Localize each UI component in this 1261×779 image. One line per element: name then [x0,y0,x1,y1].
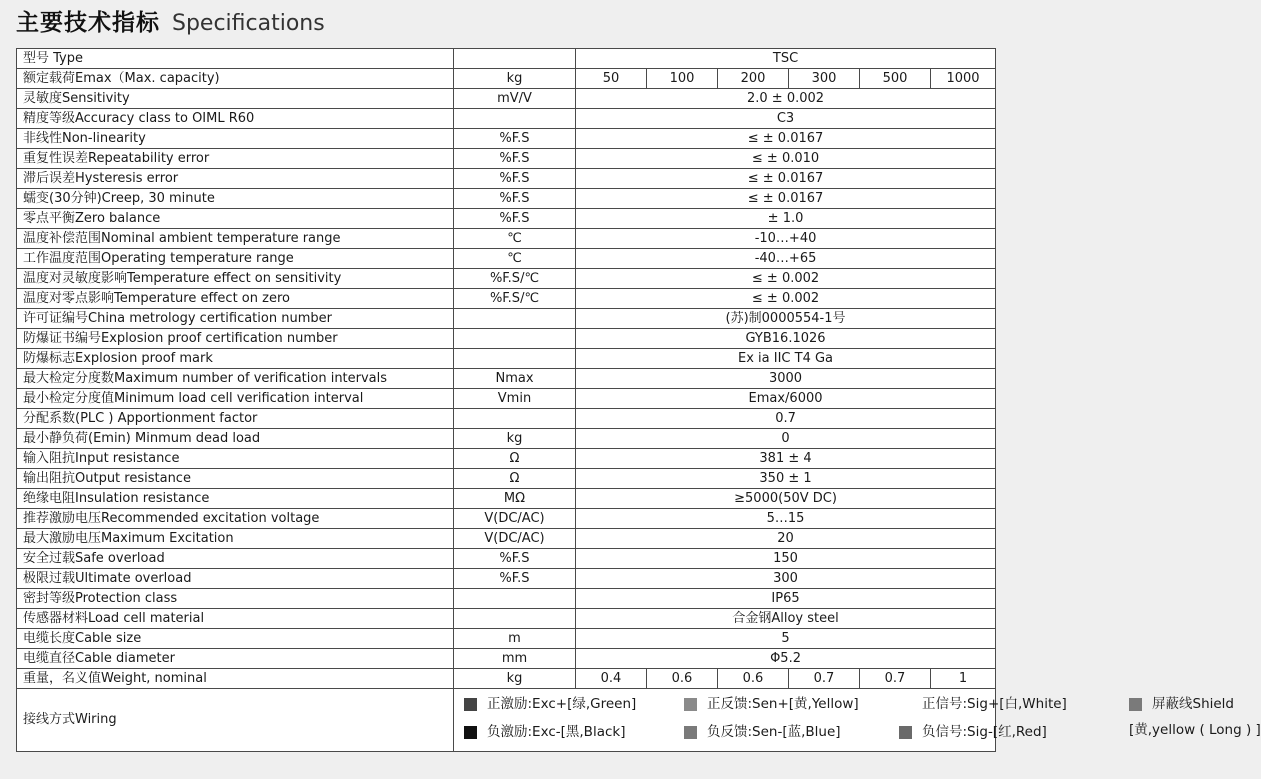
param-label: 重复性误差Repeatability error [17,149,454,169]
wire-item [464,695,636,713]
unit-cell [454,329,576,349]
param-label: 最小静负荷(Emin) Minmum dead load [17,429,454,449]
weight-value: 0.7 [860,669,931,689]
wire-color-swatch [899,726,912,739]
value-cell: Emax/6000 [576,389,996,409]
wire-text: 正信号:Sig+[白,White] [922,696,1067,712]
wire-text: 负反馈:Sen-[蓝,Blue] [707,724,841,740]
param-label: 工作温度范围Operating temperature range [17,249,454,269]
value-cell: 2.0 ± 0.002 [576,89,996,109]
table-row [17,389,996,409]
table-row [17,129,996,149]
table-row [17,369,996,389]
unit-cell: m [454,629,576,649]
table-row [17,469,996,489]
page-heading [16,4,325,40]
value-cell: ≤ ± 0.010 [576,149,996,169]
capacity-value: 200 [718,69,789,89]
value-cell: ≤ ± 0.002 [576,289,996,309]
value-cell: 150 [576,549,996,569]
weight-value: 0.7 [789,669,860,689]
table-row [17,329,996,349]
param-label: 精度等级Accuracy class to OIML R60 [17,109,454,129]
unit-cell: %F.S [454,549,576,569]
table-row-weight [17,669,996,689]
table-row [17,429,996,449]
unit-cell: kg [454,669,576,689]
table-row [17,189,996,209]
wire-text: 正反馈:Sen+[黄,Yellow] [707,696,859,712]
unit-cell [454,109,576,129]
unit-cell [454,609,576,629]
table-row [17,149,996,169]
table-row [17,309,996,329]
unit-cell: %F.S [454,569,576,589]
value-cell: 300 [576,569,996,589]
model-value: TSC [576,49,996,69]
table-row [17,89,996,109]
value-cell: Φ5.2 [576,649,996,669]
table-row [17,549,996,569]
table-row-capacity [17,69,996,89]
unit-cell: V(DC/AC) [454,509,576,529]
param-label: 蠕变(30分钟)Creep, 30 minute [17,189,454,209]
heading-english: Specifications [172,11,325,36]
capacity-value: 1000 [931,69,996,89]
value-cell: -40…+65 [576,249,996,269]
wire-color-swatch [1129,698,1142,711]
table-row [17,509,996,529]
param-label: 极限过载Ultimate overload [17,569,454,589]
unit-cell: Vmin [454,389,576,409]
value-cell: 5…15 [576,509,996,529]
value-cell: 0 [576,429,996,449]
unit-cell: MΩ [454,489,576,509]
value-cell: 381 ± 4 [576,449,996,469]
shield-item [1129,695,1261,739]
unit-cell: Ω [454,469,576,489]
unit-cell [454,349,576,369]
value-cell: ≤ ± 0.0167 [576,169,996,189]
wire-color-swatch [464,698,477,711]
table-row-model [17,49,996,69]
param-label: 温度对灵敏度影响Temperature effect on sensitivity [17,269,454,289]
unit-cell: mm [454,649,576,669]
wire-text: 负激励:Exc-[黑,Black] [487,724,626,740]
shield-text [1129,695,1261,739]
capacity-value: 500 [860,69,931,89]
value-cell: (苏)制0000554-1号 [576,309,996,329]
capacity-value: 100 [647,69,718,89]
weight-value: 0.4 [576,669,647,689]
value-cell: -10…+40 [576,229,996,249]
wire-text: 正激励:Exc+[绿,Green] [487,696,637,712]
capacity-value: 50 [576,69,647,89]
table-row [17,169,996,189]
param-label: 电缆长度Cable size [17,629,454,649]
unit-cell: %F.S [454,209,576,229]
table-row [17,249,996,269]
weight-value: 0.6 [718,669,789,689]
shield-line-2: [黄,yellow ( Long ) ] [1129,722,1261,738]
shield-line-1: 屏蔽线Shield [1152,696,1235,712]
unit-cell: %F.S [454,189,576,209]
table-row-wiring [17,689,996,752]
unit-cell: Nmax [454,369,576,389]
unit-cell: %F.S/℃ [454,289,576,309]
param-label: 绝缘电阻Insulation resistance [17,489,454,509]
param-label: 滞后误差Hysteresis error [17,169,454,189]
value-cell: ≤ ± 0.0167 [576,189,996,209]
weight-value: 0.6 [647,669,718,689]
param-label: 最小检定分度值Minimum load cell verification interval [17,389,454,409]
param-label: 传感器材料Load cell material [17,609,454,629]
unit-cell: %F.S [454,169,576,189]
table-row [17,589,996,609]
unit-cell: mV/V [454,89,576,109]
param-label: 输入阻抗Input resistance [17,449,454,469]
value-cell: Ex ia IIC T4 Ga [576,349,996,369]
table-row [17,109,996,129]
param-label: 温度对零点影响Temperature effect on zero [17,289,454,309]
value-cell: ± 1.0 [576,209,996,229]
unit-cell [454,49,576,69]
wire-text: 负信号:Sig-[红,Red] [922,724,1047,740]
unit-cell: %F.S/℃ [454,269,576,289]
unit-cell: ℃ [454,249,576,269]
unit-cell [454,309,576,329]
unit-cell: kg [454,429,576,449]
value-cell: 5 [576,629,996,649]
param-label: 额定载荷Emax（Max. capacity) [17,69,454,89]
unit-cell: Ω [454,449,576,469]
table-row [17,269,996,289]
param-label: 许可证编号China metrology certification number [17,309,454,329]
param-label: 最大激励电压Maximum Excitation [17,529,454,549]
wire-item [684,723,841,741]
table-row [17,649,996,669]
wire-item [899,695,1067,713]
table-row [17,289,996,309]
value-cell: 350 ± 1 [576,469,996,489]
unit-cell: %F.S [454,129,576,149]
param-label: 输出阻抗Output resistance [17,469,454,489]
weight-value: 1 [931,669,996,689]
unit-cell [454,589,576,609]
table-row [17,629,996,649]
value-cell: 合金钢Alloy steel [576,609,996,629]
param-label: 型号 Type [17,49,454,69]
param-label: 安全过载Safe overload [17,549,454,569]
param-label: 电缆直径Cable diameter [17,649,454,669]
wire-color-swatch [899,698,912,711]
param-label: 非线性Non-linearity [17,129,454,149]
value-cell: 0.7 [576,409,996,429]
value-cell: C3 [576,109,996,129]
table-row [17,609,996,629]
wire-color-swatch [684,726,697,739]
param-label: 灵敏度Sensitivity [17,89,454,109]
unit-cell: V(DC/AC) [454,529,576,549]
value-cell: IP65 [576,589,996,609]
table-row [17,529,996,549]
capacity-value: 300 [789,69,860,89]
wiring-legend [454,689,1261,752]
table-row [17,489,996,509]
table-row [17,569,996,589]
value-cell: ≥5000(50V DC) [576,489,996,509]
param-label: 防爆标志Explosion proof mark [17,349,454,369]
table-row [17,409,996,429]
value-cell: 20 [576,529,996,549]
table-row [17,209,996,229]
value-cell: GYB16.1026 [576,329,996,349]
param-label: 零点平衡Zero balance [17,209,454,229]
value-cell: ≤ ± 0.002 [576,269,996,289]
param-label: 分配系数(PLC ) Apportionment factor [17,409,454,429]
unit-cell: ℃ [454,229,576,249]
param-label: 推荐激励电压Recommended excitation voltage [17,509,454,529]
param-label: 重量，名义值Weight, nominal [17,669,454,689]
param-label: 最大检定分度数Maximum number of verification intervals [17,369,454,389]
wire-item [899,723,1047,741]
unit-cell: %F.S [454,149,576,169]
table-row [17,229,996,249]
value-cell: ≤ ± 0.0167 [576,129,996,149]
value-cell: 3000 [576,369,996,389]
wire-color-swatch [464,726,477,739]
table-row [17,349,996,369]
wiring-label: 接线方式Wiring [17,689,454,752]
param-label: 温度补偿范围Nominal ambient temperature range [17,229,454,249]
unit-cell: kg [454,69,576,89]
param-label: 防爆证书编号Explosion proof certification number [17,329,454,349]
heading-chinese: 主要技术指标 [16,10,160,36]
param-label: 密封等级Protection class [17,589,454,609]
wire-color-swatch [684,698,697,711]
table-row [17,449,996,469]
specifications-table [16,48,1261,752]
wire-item [684,695,859,713]
wire-item [464,723,625,741]
unit-cell [454,409,576,429]
